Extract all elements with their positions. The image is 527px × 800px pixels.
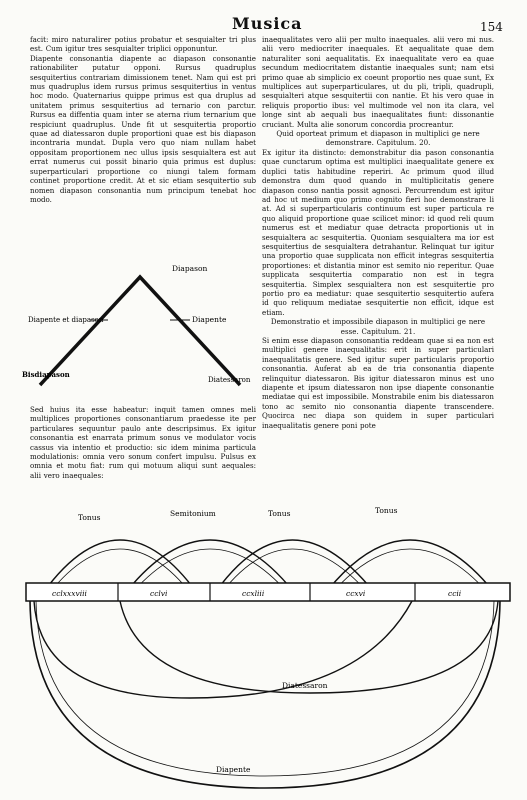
paragraph: Ex igitur ita distincto: demonstrabitur dia pason consonantia quae cunctarum optima est multiplici inaequalitate genere ex duplici tatis habitudine reperiri. Ac primum quod illud demonstra dum quod quando in multiplicitatis genere diapason conso nantia possit agnosci. Percurrendum est igitur ad hoc ut medium quo primo cognito fieri hoc demonstrare li at. Ad si superparticularis continuum est super particula re quo aliquid proportione quae scilicet minor: id quod reli quum numerus est et mediatur quae detracta proportionis ut in sesquialtera ac sesquitertia. Quoniam sesquialtera ma ior est sesquitertius de sesquialtera detrahantur. Relinquat tur igitur una proportio quae supplicata non efficit integras sesquitertia proportiones: et distantia minor est semito nio reperitur. Quae supplicata sesquitertia comparatio non est in tegra sesquitertia. Simplex sesquialtera non est sesquitertie pro portio pro ea mediatur: quae sesquitertio sesquitertio aufera id quo reliquum mediatae sesquitertie non efficit, idque est etiam. — [262, 147, 494, 317]
page-number: 154 — [480, 20, 503, 34]
label-diatessaron: Diatessaron — [208, 376, 251, 384]
paragraph: Si enim esse diapason consonantia reddeam quae si ea non est multiplici genere inaequalitatis: erit in super particulari inaequalitatis genere. Sed igitur super particularis proportio consonantia. Auferat ab ea de tria consonantia diapente relinquitur diatessaron. Bis igitur diatessaron minus est uno diapente et ipsum diatessaron non ipse diapente consonantie mediatae qui est impossibile. Monstrabile enim bis diatessaron tono ac semito nio consonantia diapente transcendere. Quocirca nec diapa son quidem in super particulari inaequalitatis genere poni pote — [262, 336, 494, 430]
arc-label-diapente: Diapente — [216, 765, 251, 774]
paragraph: inaequalitates vero alii per multo inaequales. alii vero mi nus. alii vero mediocriter inaequales. Et aequalitate quae dem naturaliter soni aequalitatis. Ex inaequalitate vero ea quae secundum mediocritatem distantie inaequales sunt; nam etsi primo quae ab simplicio ex coeunt proportio nes quae sunt, Ex multiplices aut superparticulares, ut du pli, tripli, quadrupli, sesquialteri atque sesquitertii con nantie. Et his vero quae in reliquis proportio ibus: vel multimode vel non ita clara, vel longe sint ab aequali bus inaequalitates fiunt: dissonantie cruciant. Multa alie sonorum concordia procreantur. — [262, 35, 494, 129]
segment-label: ccii — [448, 589, 462, 598]
chapter-heading: Demonstratio et impossibile diapason in multiplici ge nere esse. Capitulum. 21. — [270, 317, 486, 336]
triangle-diagram — [20, 245, 260, 395]
paragraph: Sed huius ita esse habeatur: inquit tamen omnes meli multiplices proportiones consonantiarum praedesse ite per particulares sequuntur paulo ante descripsimus. Ex igitur consonantia est enarrata primum sonus ve modulator vocis cassus via intentio et productio: sic idem minima particula modulationis: omnia vero sonum confert impulsu. Pulsus ex omnia et motu fiat: rum qui motuum aliqui sunt aequales: alii vero inaequales: — [30, 405, 256, 480]
right-column-text — [262, 35, 494, 430]
left-column-bottom-text — [30, 405, 256, 480]
paragraph: facit: miro naturalirer potius probatur et sesquialter tri plus est. Cum igitur tres sesquialter triplici opponuntur. — [30, 35, 256, 54]
segment-label: cclvi — [150, 589, 168, 598]
arc-lower-diatessaron — [34, 601, 412, 698]
label-diapente-diapason: Diapente et diapason — [28, 316, 104, 324]
interval-bar — [26, 583, 510, 601]
arc-lower-diatessaron — [120, 601, 498, 693]
arc-label-tonus: Tonus — [78, 513, 101, 522]
label-diapason: Diapason — [172, 264, 208, 273]
segment-label: ccxliii — [242, 589, 265, 598]
label-diapente: Diapente — [192, 315, 227, 324]
interval-diagram — [20, 488, 515, 793]
arc-label-tonus: Tonus — [268, 509, 291, 518]
segment-label: cclxxxviii — [52, 589, 87, 598]
chapter-heading: Quid oporteat primum et diapason in multiplici ge nere demonstrare. Capitulum. 20. — [276, 129, 480, 148]
arc-lower-diapente-inner — [36, 601, 494, 776]
arc-label-semitonium: Semitonium — [170, 509, 216, 518]
segment-label: ccxvi — [346, 589, 366, 598]
left-column-top-text — [30, 35, 256, 204]
arc-label-tonus: Tonus — [375, 506, 398, 515]
paragraph: Diapente consonantia diapente ac diapason consonantie rationabiliter putatur opponi. Rursus quadruplus sesquitertius contrariam dimissionem tenet. Nam qui est pri mus quadruplus idem rursus primus sesquitertius in ventus hoc modo. Quaternarius quippe primus est qua druplus ad unitatem primus sesquitertius ad ternario con parctur. Rursus ea diffentia quam inter se aterna rium ternarium que respiciunt quadruplus. Unde fit ut sesquitertia proportio quae ad diatessaron duple proportioni quae est bis diapason incontraria mundat. Dupla vero quo niam nullam habet oppositam proportionem nec ullus ipsis sesquialtera est aut errat numerus cui possit binario quia primus est duplus: superparticulari proportione co niungi talem formam continet proportione credit. At et sic etiam sesquitertio sub nomen diapason consonantia num principum tenebat hoc modo. — [30, 53, 256, 204]
triangle-outline — [40, 277, 240, 385]
arc-lower-diapente — [30, 601, 500, 788]
running-title: Musica — [232, 14, 303, 33]
arc-label-diatessaron: Diatessaron — [282, 681, 328, 690]
label-bisdiapason: Bisdiapason — [22, 370, 70, 379]
